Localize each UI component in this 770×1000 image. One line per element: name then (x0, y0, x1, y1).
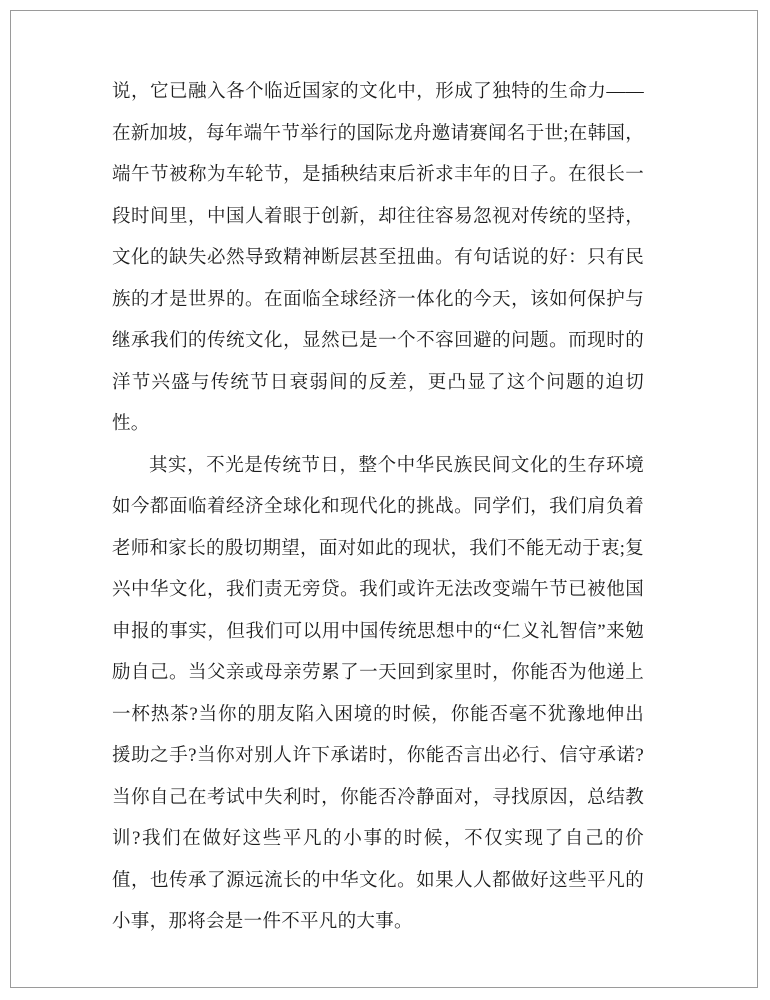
document-body (112, 72, 644, 944)
paragraph-2: 其实，不光是传统节日，整个中华民族民间文化的生存环境如今都面临着经济全球化和现代化的挑战。同学们，我们肩负着老师和家长的殷切期望，面对如此的现状，我们不能无动于衷;复兴中华文化，我们责无旁贷。我们或许无法改变端午节已被他国申报的事实，但我们可以用中国传统思想中的“仁义礼智信”来勉励自己。当父亲或母亲劳累了一天回到家里时，你能否为他递上一杯热茶?当你的朋友陷入困境的时候，你能否毫不犹豫地伸出援助之手?当你对别人许下承诺时，你能否言出必行、信守承诺?当你自己在考试中失利时，你能否冷静面对，寻找原因，总结教训?我们在做好这些平凡的小事的时候，不仅实现了自己的价值，也传承了源远流长的中华文化。如果人人都做好这些平凡的小事，那将会是一件不平凡的大事。 (112, 455, 644, 932)
paragraph-1: 说，它已融入各个临近国家的文化中，形成了独特的生命力——在新加坡，每年端午节举行的国际龙舟邀请赛闻名于世;在韩国，端午节被称为车轮节，是插秧结束后祈求丰年的日子。在很长一段时间里，中国人着眼于创新，却往往容易忽视对传统的坚持，文化的缺失必然导致精神断层甚至扭曲。有句话说的好：只有民族的才是世界的。在面临全球经济一体化的今天，该如何保护与继承我们的传统文化，显然已是一个不容回避的问题。而现时的洋节兴盛与传统节日衰弱间的反差，更凸显了这个问题的迫切性。 (112, 82, 644, 434)
